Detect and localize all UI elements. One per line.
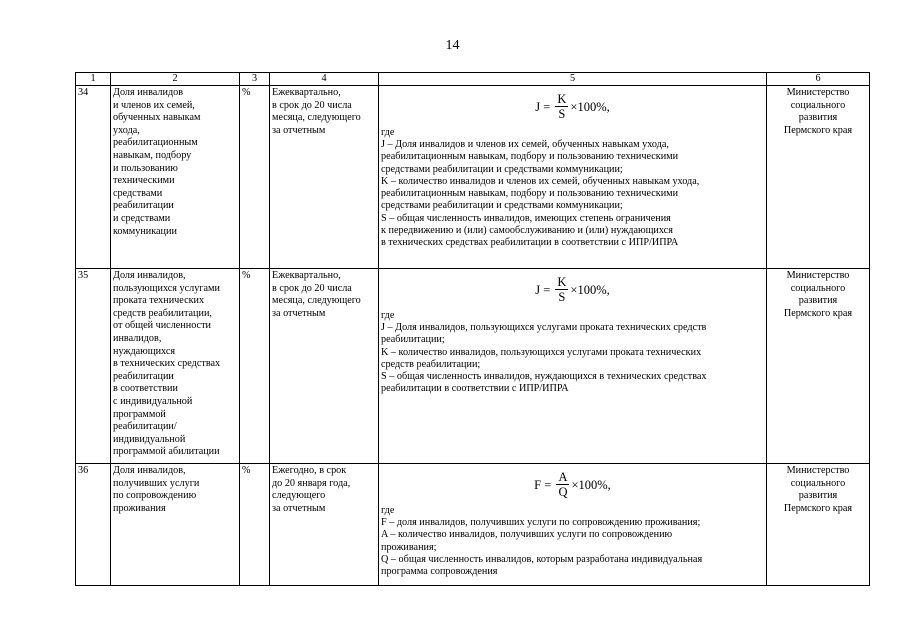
responsible-agency: Министерство социального развития Пермского края (767, 464, 870, 586)
formula-fraction (555, 93, 568, 121)
formula-definitions: J – Доля инвалидов, пользующихся услугами проката технических средств реабилитации; K – количество инвалидов, пользующихся услугами проката технических средств реабилитации; S – общая численность инвалидов, нуждающихся в технических средствах реабилитации в соответствии с ИПР/ИПРА (381, 322, 707, 395)
formula (381, 465, 764, 505)
row-number: 36 (76, 464, 111, 586)
formula (381, 87, 764, 127)
formula (381, 270, 764, 310)
formula-rhs: ×100%, (570, 99, 610, 114)
column-number: 1 (76, 73, 111, 86)
formula-definitions: J – Доля инвалидов и членов их семей, обученных навыкам ухода, реабилитационным навыкам, подбору и пользованию техническими средствами реабилитации и средствами коммуникации; K – количество инвалидов и членов их семей, обученных навыкам ухода, реабилитационным навыкам, подбору и пользованию техническими средствами реабилитации и средствами коммуникации; S – общая численность инвалидов, имеющих степень ограничения к передвижению и (или) самообслуживанию и (или) нуждающихся в технических средствах реабилитации в соответствии с ИПР/ИПРА (381, 139, 700, 249)
column-number: 6 (767, 73, 870, 86)
row-number: 34 (76, 86, 111, 269)
formula-numerator: A (558, 470, 568, 484)
formula-rhs: ×100%, (570, 282, 610, 297)
column-number: 4 (270, 73, 379, 86)
formula-fraction (555, 276, 568, 304)
reporting-frequency: Ежегодно, в срок до 20 января года, следующего за отчетным (270, 464, 379, 586)
formula-fraction (556, 471, 569, 499)
indicators-table (75, 72, 870, 586)
unit-of-measure: % (240, 464, 270, 586)
table-row (76, 86, 870, 269)
reporting-frequency: Ежеквартально, в срок до 20 числа месяца, следующего за отчетным (270, 269, 379, 464)
column-number: 2 (111, 73, 240, 86)
calculation-method (379, 86, 767, 269)
responsible-agency: Министерство социального развития Пермского края (767, 269, 870, 464)
formula-definitions: F – доля инвалидов, получивших услуги по сопровождению проживания; A – количество инвалидов, получивших услуги по сопровождению проживания; Q – общая численность инвалидов, которым разработана индивидуальная программа сопровождения (381, 517, 703, 578)
formula-lhs: J = (535, 99, 554, 114)
reporting-frequency: Ежеквартально, в срок до 20 числа месяца, следующего за отчетным (270, 86, 379, 269)
formula-where: где (381, 505, 395, 516)
calculation-method (379, 464, 767, 586)
indicator-name: Доля инвалидов и членов их семей, обученных навыкам ухода, реабилитационным навыкам, подбору и пользованию техническими средствами реабилитации и средствами коммуникации (111, 86, 240, 269)
formula-denominator: S (558, 290, 566, 304)
formula-lhs: F = (534, 477, 555, 492)
page-number: 14 (445, 38, 460, 53)
column-number: 3 (240, 73, 270, 86)
indicator-name: Доля инвалидов, пользующихся услугами проката технических средств реабилитации, от общей численности инвалидов, нуждающихся в технических средствах реабилитации в соответствии с индивидуальной программой реабилитации/ индивидуальной программой абилитации (111, 269, 240, 464)
indicator-name: Доля инвалидов, получивших услуги по сопровождению проживания (111, 464, 240, 586)
calculation-method (379, 269, 767, 464)
formula-denominator: S (558, 107, 566, 121)
column-number-row (76, 73, 870, 86)
formula-denominator: Q (558, 485, 568, 499)
unit-of-measure: % (240, 269, 270, 464)
formula-where: где (381, 310, 395, 321)
table-row (76, 269, 870, 464)
table-row (76, 464, 870, 586)
unit-of-measure: % (240, 86, 270, 269)
formula-where: где (381, 127, 395, 138)
formula-rhs: ×100%, (571, 477, 611, 492)
column-number: 5 (379, 73, 767, 86)
row-number: 35 (76, 269, 111, 464)
formula-numerator: K (557, 92, 567, 106)
formula-lhs: J = (535, 282, 554, 297)
formula-numerator: K (557, 275, 567, 289)
responsible-agency: Министерство социального развития Пермского края (767, 86, 870, 269)
